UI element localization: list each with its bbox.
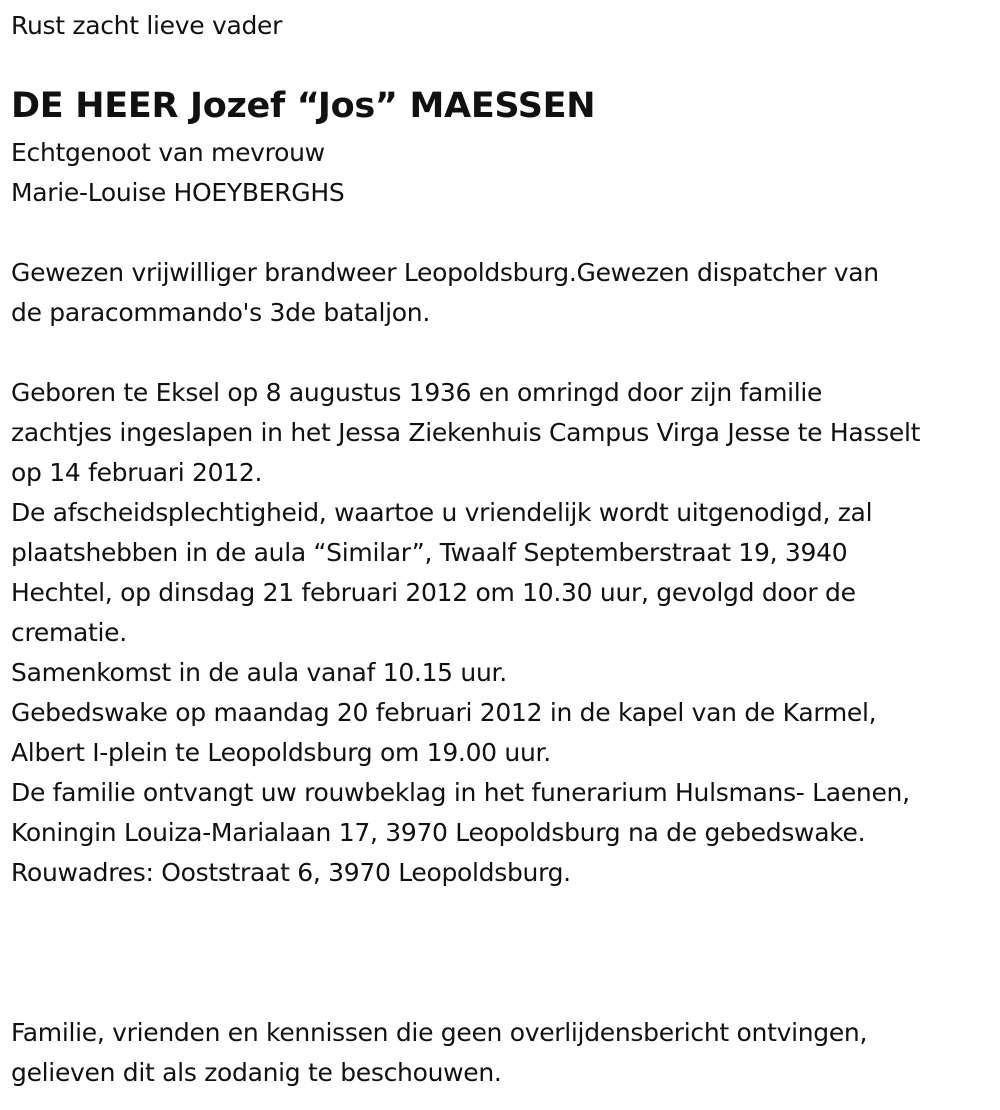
details-line: Koningin Louiza-Marialaan 17, 3970 Leopoldsburg na de gebedswake. (11, 818, 866, 847)
details-line: plaatshebben in de aula “Similar”, Twaalf Septemberstraat 19, 3940 (11, 538, 848, 567)
details-line: De familie ontvangt uw rouwbeklag in het funerarium Hulsmans- Laenen, (11, 778, 910, 807)
details-line: zachtjes ingeslapen in het Jessa Ziekenhuis Campus Virga Jesse te Hasselt (11, 418, 921, 447)
details-block (11, 373, 920, 893)
footer-block (11, 1013, 867, 1093)
career-line: de paracommando's 3de bataljon. (11, 298, 430, 327)
details-line: Gebedswake op maandag 20 februari 2012 in de kapel van de Karmel, (11, 698, 877, 727)
details-line: Geboren te Eksel op 8 augustus 1936 en omringd door zijn familie (11, 378, 823, 407)
details-line: Samenkomst in de aula vanaf 10.15 uur. (11, 658, 507, 687)
career-line: Gewezen vrijwilliger brandweer Leopoldsburg.Gewezen dispatcher van (11, 258, 879, 287)
details-line: De afscheidsplechtigheid, waartoe u vriendelijk wordt uitgenodigd, zal (11, 498, 873, 527)
deceased-name: DE HEER Jozef “Jos” MAESSEN (11, 86, 596, 126)
opening-line: Rust zacht lieve vader (11, 11, 283, 40)
details-line: Rouwadres: Ooststraat 6, 3970 Leopoldsburg. (11, 858, 571, 887)
spouse-block (11, 133, 344, 213)
details-line: Albert I-plein te Leopoldsburg om 19.00 uur. (11, 738, 551, 767)
details-line: crematie. (11, 618, 127, 647)
details-line: op 14 februari 2012. (11, 458, 263, 487)
footer-line: Familie, vrienden en kennissen die geen overlijdensbericht ontvingen, (11, 1018, 868, 1047)
career-block (11, 253, 879, 333)
spouse-line: Echtgenoot van mevrouw (11, 138, 325, 167)
details-line: Hechtel, op dinsdag 21 februari 2012 om 10.30 uur, gevolgd door de (11, 578, 856, 607)
spouse-line: Marie-Louise HOEYBERGHS (11, 178, 345, 207)
footer-line: gelieven dit als zodanig te beschouwen. (11, 1058, 502, 1087)
